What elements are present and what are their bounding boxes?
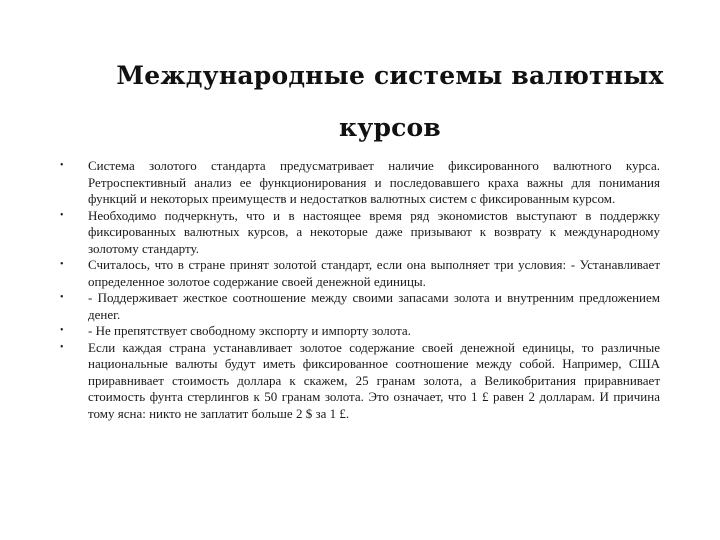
bullet-item-economists <box>60 208 660 258</box>
bullet-item-conditions <box>60 257 660 290</box>
bullet-list <box>60 158 660 422</box>
slide-title-line-2: курсов <box>338 113 441 142</box>
bullet-item-exchange-example <box>60 340 660 423</box>
bullet-text: Считалось, что в стране принят золотой стандарт, если она выполняет три условия: - Устанавливает определенное золотое содержание своей денежной единицы. <box>88 257 660 289</box>
bullet-text: Если каждая страна устанавливает золотое содержание своей денежной единицы, то различные национальные валюты будут иметь фиксированное соотношение между собой. Например, США приравнивает стоимость доллара к скажем, 25 гранам золота, а Великобритания приравнивает стоимость фунта стерлингов к 50 гранам золота. Это означает, что 1 £ равен 2 долларам. И причина тому ясна: никто не заплатит больше 2 $ за 1 £. <box>88 339 660 421</box>
bullet-text: Система золотого стандарта предусматривает наличие фиксированного валютного курса. Ретроспективный анализ ее функционирования и последовавшего краха важны для понимания функций и некоторых преимуществ и недостатков валютных систем с фиксированным курсом. <box>88 158 660 206</box>
bullet-text: Необходимо подчеркнуть, что и в настоящее время ряд экономистов выступают в поддержку фиксированных валютных курсов, а некоторые даже призывают к возврату к международному золотому стандарту. <box>88 207 660 256</box>
slide-title-line-1: Международные системы валютных <box>116 61 664 90</box>
bullet-item-reserves <box>60 290 660 323</box>
bullet-text: - Поддерживает жесткое соотношение между своими запасами золота и внутренним предложением денег. <box>88 290 660 322</box>
bullet-item-export-import <box>60 323 660 340</box>
bullet-item-gold-standard <box>60 158 660 208</box>
bullet-text: - Не препятствует свободному экспорту и импорту золота. <box>88 323 411 338</box>
bullet-marker: • <box>60 259 64 270</box>
bullet-marker: • <box>60 341 64 353</box>
slide-title <box>90 50 690 154</box>
bullet-marker: • <box>60 160 64 171</box>
bullet-marker: • <box>60 209 64 221</box>
bullet-marker: • <box>60 292 64 303</box>
bullet-marker: • <box>60 325 64 336</box>
